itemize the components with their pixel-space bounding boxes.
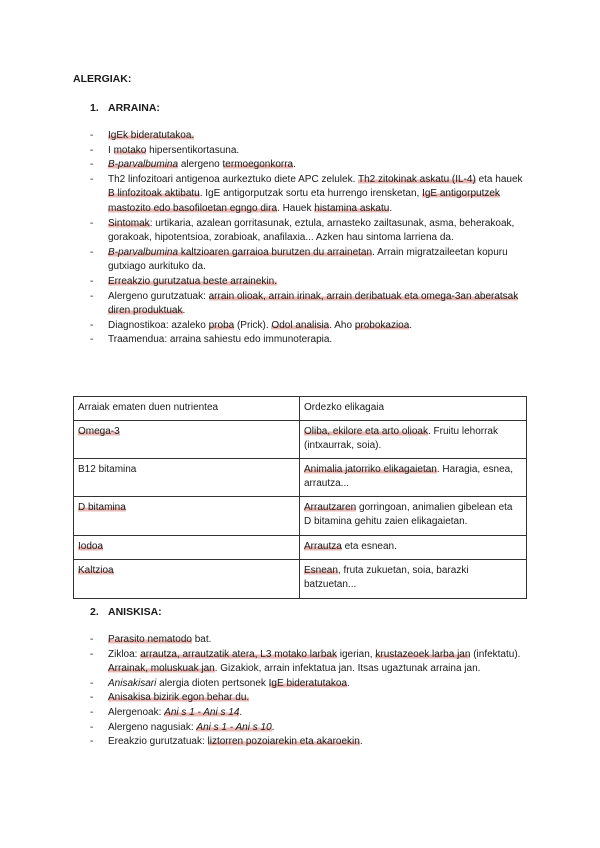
text-segment: eta hauek [475,173,523,185]
highlighted-text: Animalia jatorriko elikagaietan [304,464,437,475]
italic-term: B-parvalbumina [108,246,179,258]
highlighted-text: IgE bideratutakoa [268,677,348,689]
highlighted-text: Sintomak [108,217,150,229]
text-segment: bat. [191,634,212,645]
highlighted-text: Arrainak, moluskuak jan [108,663,215,675]
text-segment: I [108,144,114,156]
text-segment: B12 bitamina [78,464,137,475]
nutrient-cell [74,459,300,497]
alternative-food-cell [300,459,527,497]
highlighted-text: B linfozitoak aktibatu [108,188,200,200]
text-segment: . [271,721,275,733]
section-number: 2. [90,606,99,618]
text-segment: . [347,677,350,689]
text-segment: igerian, [337,648,376,660]
alternative-food-cell [300,421,527,459]
text-segment: Th2 linfozitoari antigenoa aurkeztuko diete APC zelulek. [108,173,358,185]
table-header-alternative: Ordezko elikagaia [300,397,527,421]
text-segment: . [359,736,363,748]
highlighted-text: Omega-3 [78,426,120,437]
text-segment: hipersentikortasuna. [146,144,240,156]
section-heading-aniskisa [90,606,162,618]
highlighted-text: Odol analisia [271,319,330,331]
text-segment: . Hauek [277,202,315,214]
highlighted-text: arrain olioak, arrain irinak, arrain deribatuak eta omega-3an aberatsak diren produktuak [108,290,519,317]
highlighted-text: D bitamina [78,502,126,513]
section-title: ARRAINA: [108,102,160,114]
highlighted-text: IgE antigorputzek mastozito edo basofiloetan egngo dira [108,188,500,214]
text-segment: . [182,305,186,317]
highlighted-text: termoegonkorra [222,159,294,171]
table-row [74,459,527,497]
highlighted-text: Erreakzio gurutzatua beste arrainekin. [108,275,277,287]
highlighted-text: IgEk bideratutakoa. [108,130,195,141]
text-segment: Diagnostikoa: azaleko [108,319,209,331]
text-segment: Alergenoak: [108,706,165,718]
section-title: ANISKISA: [108,606,162,618]
list-item [90,290,530,319]
highlighted-text: B-parvalbumina kaltzioaren garraioa burutzen du arrainetan [108,246,373,258]
text-segment: alergeno [178,159,223,171]
text-segment: . Arrain migratzaileetan kopuru gutxiago aurkituko da. [108,246,508,273]
list-item [90,721,530,736]
table-header-nutrient: Arraiak ematen duen nutrientea [74,397,300,421]
text-segment: . Aho [329,319,355,331]
highlighted-text: Kaltzioa [78,565,114,576]
list-item [90,173,530,217]
list-item [90,691,530,706]
text-segment: Ereakzio gurutzatuak: [108,736,208,748]
highlighted-text: Ani s 1 - Ani s 14 [164,706,240,718]
text-segment: . [293,159,296,171]
text-segment: Anisakisari [108,677,157,689]
highlighted-text: histamina askatu [314,202,390,214]
highlighted-text: probokazioa [354,319,410,331]
highlighted-text: Anisakisa bizirik egon behar du. [108,692,250,704]
text-segment: : urtikaria, azalean gorritasunak, eztula, arnasteko zailtasunak, asma, beherakoak, gorakoak, hipotentsioa, zorabioak, anafilaxia... Azken hau sintoma larriena da. [108,217,515,244]
list-item [90,633,530,648]
nutrient-cell [74,497,300,536]
page-title: ALERGIAK: [73,73,132,85]
text-segment: (Prick). [234,319,272,331]
table-row [74,497,527,536]
table-row [74,421,527,459]
highlighted-text: motako [113,144,147,156]
nutrient-cell [74,560,300,599]
nutrient-cell [74,536,300,560]
table-row [74,536,527,560]
highlighted-text: krustazeoek larba jan [375,648,471,660]
table-header-row [74,397,527,421]
text-segment: gorringoan, animalien gibelean eta D bitamina gehitu zaien elikagaietan. [304,502,513,527]
text-segment: . Gizakiok, arrain infektatua jan. Itsas ugaztunak arraina jan. [214,663,481,675]
alternative-food-cell [300,497,527,536]
text-segment: Alergeno nagusiak: [108,721,197,733]
highlighted-text: Parasito nematodo [108,634,192,645]
list-item [90,333,530,348]
nutrient-cell [74,421,300,459]
text-segment: Alergeno gurutzatuak: [108,290,209,302]
highlighted-text: Arrautza [304,541,342,552]
text-segment: . Haragia, esnea, arrautza... [304,464,514,489]
list-item [90,246,530,275]
highlighted-text: liztorren pozoiarekin eta akaroekin [207,736,360,748]
list-item [90,217,530,246]
highlighted-text: Th2 zitokinak askatu (IL-4) [357,173,476,185]
text-segment: eta esnean. [341,541,397,552]
arraina-list [90,129,530,348]
text-segment: Traamendua: arraina sahiestu edo immunoterapia. [108,334,333,346]
list-item [90,735,530,750]
list-item [90,129,530,144]
highlighted-text: Arrautzaren [304,502,357,513]
list-item [90,677,530,692]
list-item [90,319,530,334]
list-item [90,144,530,159]
text-segment: . [409,319,413,331]
text-segment: . IgE antigorputzak sortu eta hurrengo irensketan, [199,188,423,200]
text-segment: . [239,706,243,718]
text-segment: Zikloa: [108,648,141,660]
nutrient-table [73,396,527,599]
section-number: 1. [90,102,99,114]
text-segment: . Fruitu lehorrak (intxaurrak, soia). [304,426,498,451]
text-segment: . [389,202,393,214]
highlighted-text: Iodoa [78,541,104,552]
section-heading-arraina [90,102,160,114]
highlighted-text: arrautza, arrautzatik atera, L3 motako larbak [140,648,337,660]
text-segment: , fruta zukuetan, soia, barazki batzuetan... [304,565,469,590]
aniskisa-list [90,633,530,750]
highlighted-text: Esnean [304,565,338,576]
highlighted-text: Ani s 1 - Ani s 10 [196,721,272,733]
table-row [74,560,527,599]
highlighted-text: proba [208,319,235,331]
text-segment: alergia dioten pertsonek [156,677,269,689]
list-item [90,158,530,173]
highlighted-text: Oliba, ekilore eta arto olioak [304,426,428,437]
list-item [90,275,530,290]
list-item [90,648,530,677]
list-item [90,706,530,721]
alternative-food-cell [300,560,527,599]
highlighted-text: B-parvalbumina [108,159,179,171]
alternative-food-cell [300,536,527,560]
text-segment: (infektatu). [470,648,521,660]
